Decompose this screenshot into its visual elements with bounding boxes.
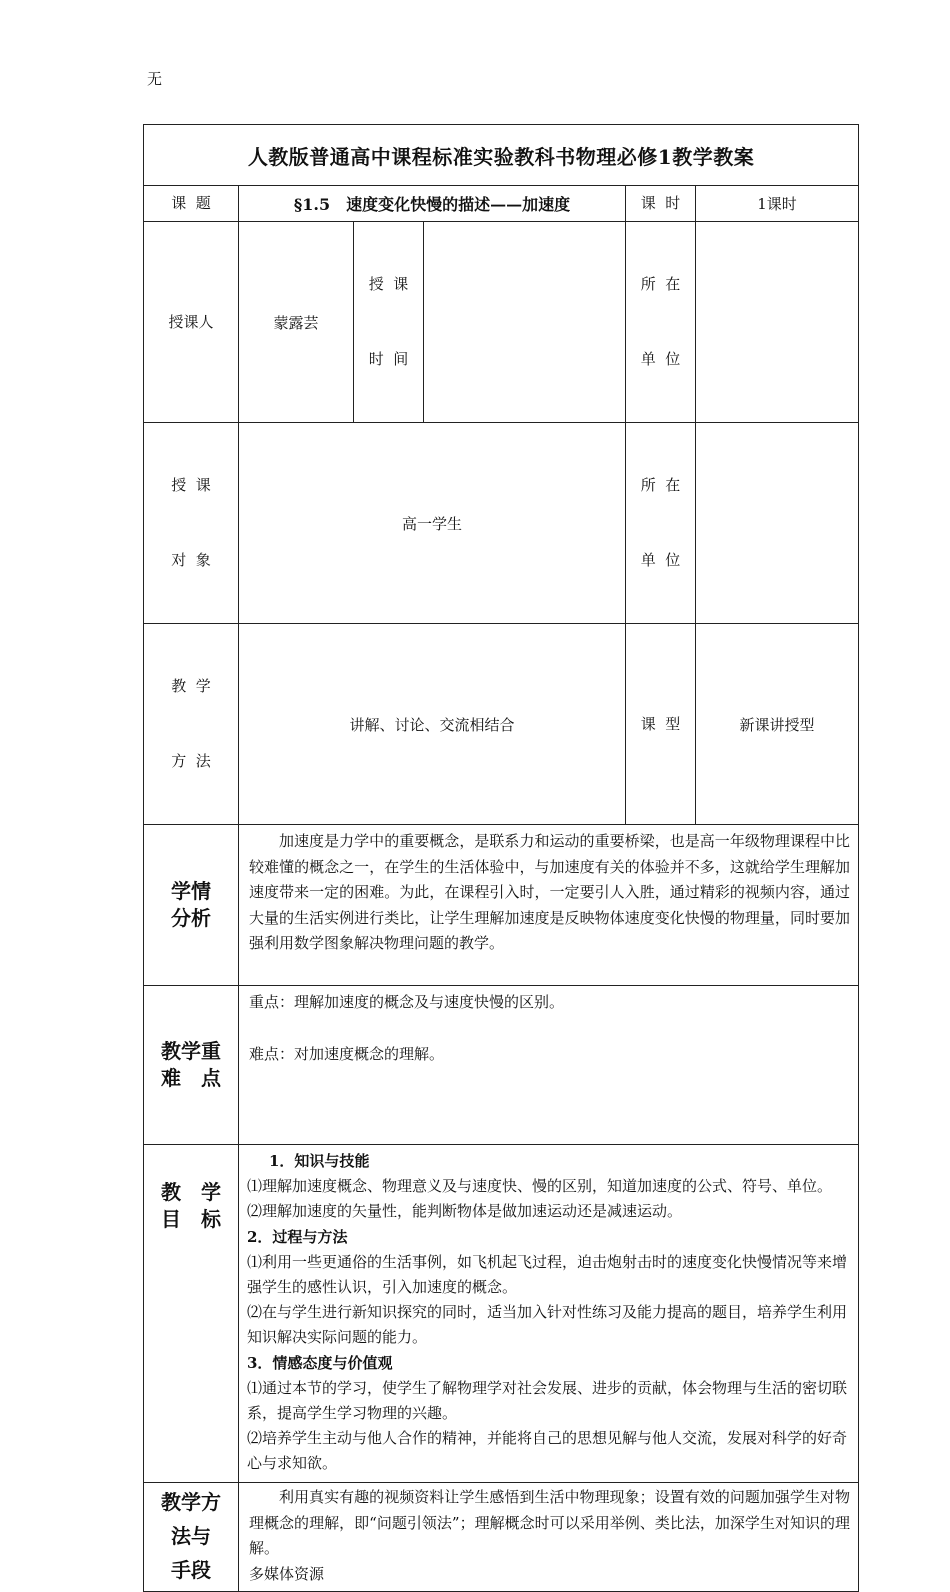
- goals-section-2-item-2: ⑵在与学生进行新知识探究的同时，适当加入针对性练习及能力提高的题目，培养学生利用知识解决实际问题的能力。: [247, 1303, 848, 1347]
- header-mark: 无: [147, 70, 163, 88]
- method-row: [144, 624, 859, 825]
- unit-label-2-line1: 所 在: [640, 476, 681, 494]
- teacher-row: [144, 222, 859, 423]
- type-value: 新课讲授型: [696, 624, 859, 825]
- teacher-label: 授课人: [144, 222, 239, 423]
- time-label: [354, 222, 424, 423]
- means-resource: 多媒体资源: [249, 1564, 325, 1583]
- means-label-line3: 手段: [171, 1558, 211, 1582]
- document-title: 人教版普通高中课程标准实验教科书物理必修1教学教案: [144, 125, 859, 186]
- goals-label-line2: 目 标: [161, 1207, 221, 1231]
- analysis-label: [144, 825, 239, 986]
- audience-row: [144, 423, 859, 624]
- goals-section-2-item-1: ⑴利用一些更通俗的生活事例，如飞机起飞过程，迫击炮射击时的速度变化快慢情况等来增强学生的感性认识，引入加速度的概念。: [247, 1252, 848, 1297]
- audience-label-line2: 对 象: [171, 551, 211, 569]
- time-label-line2: 时 间: [368, 350, 409, 368]
- goals-section-1-title: 1．知识与技能: [269, 1152, 370, 1170]
- key-point-text: 重点：理解加速度的概念及与速度快慢的区别。: [249, 993, 565, 1011]
- unit-label-line1: 所 在: [640, 275, 681, 293]
- audience-label-line1: 授 课: [171, 476, 211, 494]
- analysis-text: 加速度是力学中的重要概念，是联系力和运动的重要桥梁，也是高一年级物理课程中比较难懂的概念之一，在学生的生活体验中，与加速度有关的体验并不多，这就给学生理解加速度带来一定的困难。为此，在课程引入时，一定要引人入胜，通过精彩的视频内容，通过大量的生活实例进行类比，让学生理解加速度是反映物体速度变化快慢的物理量，同时要加强利用数学图象解决物理问题的教学。: [249, 832, 851, 953]
- method-value: 讲解、讨论、交流相结合: [239, 624, 626, 825]
- audience-label: [144, 423, 239, 624]
- means-label-line2: 法与: [171, 1524, 211, 1548]
- goals-section-3-title: 3．情感态度与价值观: [247, 1353, 393, 1372]
- lesson-plan-table: [143, 124, 859, 1592]
- goals-section-3-item-1: ⑴通过本节的学习，使学生了解物理学对社会发展、进步的贡献，体会物理与生活的密切联系，提高学生学习物理的兴趣。: [247, 1378, 848, 1423]
- goals-section-1-item-1: ⑴理解加速度概念、物理意义及与速度快、慢的区别，知道加速度的公式、符号、单位。: [247, 1177, 833, 1196]
- means-content: [239, 1483, 859, 1592]
- unit-label-line2: 单 位: [640, 350, 681, 368]
- audience-value: 高一学生: [239, 423, 626, 624]
- teacher-value: 蒙露芸: [239, 222, 354, 423]
- key-points-label: [144, 986, 239, 1145]
- means-text: 利用真实有趣的视频资料让学生感悟到生活中物理现象；设置有效的问题加强学生对物理概念的理解，即“问题引领法”；理解概念时可以采用举例、类比法，加深学生对知识的理解。: [249, 1488, 851, 1558]
- time-value: [424, 222, 626, 423]
- unit-label-2-line2: 单 位: [640, 551, 681, 569]
- key-points-row: [144, 986, 859, 1145]
- goals-row: [144, 1145, 859, 1483]
- key-points-content: [239, 986, 859, 1145]
- analysis-content: [239, 825, 859, 986]
- topic-row: [144, 186, 859, 222]
- hours-label: 课 时: [626, 186, 696, 222]
- goals-section-3-item-2: ⑵培养学生主动与他人合作的精神，并能将自己的思想见解与他人交流，发展对科学的好奇心与求知欲。: [247, 1429, 848, 1473]
- unit-value: [696, 222, 859, 423]
- method-label-line1: 教 学: [171, 677, 211, 695]
- topic-label: 课 题: [144, 186, 239, 222]
- key-points-label-line1: 教学重: [161, 1039, 221, 1063]
- analysis-row: [144, 825, 859, 986]
- analysis-label-line2: 分析: [171, 906, 211, 930]
- means-label-line1: 教学方: [161, 1490, 221, 1514]
- goals-section-1-item-2: ⑵理解加速度的矢量性，能判断物体是做加速运动还是减速运动。: [247, 1202, 683, 1221]
- unit-label-2: [626, 423, 696, 624]
- time-label-line1: 授 课: [368, 275, 409, 293]
- hours-value: 1课时: [696, 186, 859, 222]
- goals-label-line1: 教 学: [161, 1180, 221, 1204]
- title-row: [144, 125, 859, 186]
- goals-label: [144, 1145, 239, 1483]
- method-label: [144, 624, 239, 825]
- means-label: [144, 1483, 239, 1592]
- type-label: 课 型: [626, 624, 696, 825]
- key-points-label-line2: 难 点: [161, 1066, 221, 1090]
- means-row: [144, 1483, 859, 1592]
- goals-content: [239, 1145, 859, 1483]
- analysis-label-line1: 学情: [171, 879, 211, 903]
- goals-section-2-title: 2．过程与方法: [247, 1227, 348, 1246]
- difficulty-text: 难点：对加速度概念的理解。: [249, 1044, 445, 1063]
- unit-label: [626, 222, 696, 423]
- topic-value: §1.5 速度变化快慢的描述——加速度: [239, 186, 626, 222]
- method-label-line2: 方 法: [171, 752, 211, 770]
- unit-value-2: [696, 423, 859, 624]
